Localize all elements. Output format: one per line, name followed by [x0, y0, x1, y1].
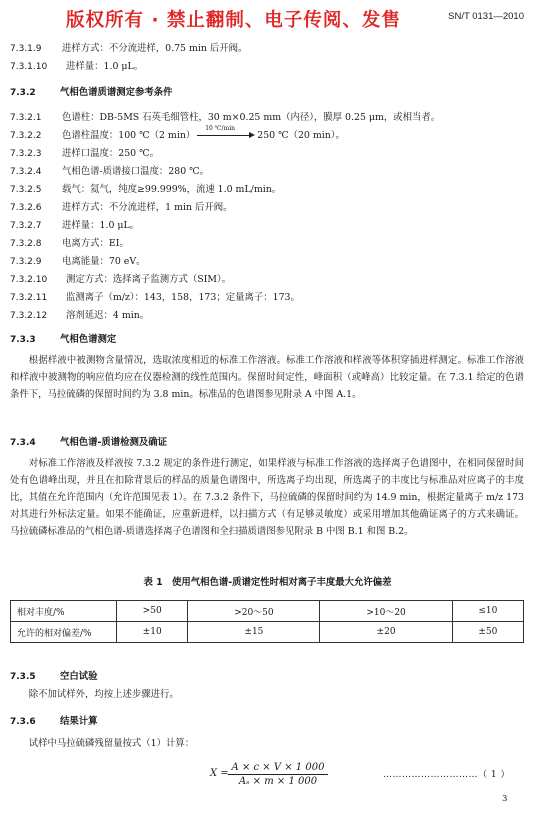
- clause-number: 7.3.2.4: [10, 167, 42, 177]
- clause-number: 7.3.2.5: [10, 185, 42, 195]
- section-7-3-6-body: [10, 735, 524, 752]
- clause-7-3-2-11: [10, 289, 300, 303]
- clause-7-3-1-9: [10, 40, 247, 54]
- standard-code: SN/T 0131—2010: [448, 11, 524, 22]
- table-cell: ≤10: [452, 601, 523, 622]
- clause-text: 气相色谱-质谱接口温度：280 ℃。: [62, 166, 210, 177]
- clause-text: 进样口温度：250 ℃。: [62, 148, 159, 159]
- paragraph: 根据样液中被测物含量情况，选取浓度相近的标准工作溶液。标准工作溶液和样液等体积穿插进样测定。标准工作溶液和样液中被测物的响应值均应在仪器检测的线性范围内。保留时间定性，峰面积（或峰高）比较定量。在 7.3.1 给定的色谱条件下，马拉硫磷的保留时间约为 3.8 min。标准品的色谱图参见附录 A 中图 A.1。: [10, 355, 524, 400]
- section-7-3-3-body: [10, 352, 524, 403]
- clause-number: 7.3.2.11: [10, 293, 48, 303]
- formula-lhs: X =: [210, 768, 229, 779]
- table-1-title: 表 1 使用气相色谱-质谱定性时相对离子丰度最大允许偏差: [143, 577, 392, 588]
- section-title: 气相色谱质谱测定参考条件: [60, 87, 173, 98]
- section-heading-7-3-3: [10, 331, 116, 345]
- clause-number: 7.3.1.9: [10, 44, 42, 54]
- temperature-ramp-arrow: [195, 124, 257, 141]
- section-heading-7-3-6: [10, 713, 98, 727]
- section-heading-7-3-2: [10, 84, 173, 98]
- clause-number: 7.3.2.10: [10, 275, 48, 285]
- table-1: [10, 600, 524, 643]
- clause-7-3-2-5: [10, 181, 281, 195]
- arrow-right-icon: [249, 132, 255, 138]
- table-cell: ±15: [188, 622, 320, 643]
- clause-number: 7.3.2.9: [10, 257, 42, 267]
- table-row: [11, 622, 524, 643]
- paragraph: 除不加试样外，均按上述步骤进行。: [28, 689, 179, 700]
- section-title: 空白试验: [60, 671, 98, 682]
- section-number: 7.3.6: [10, 717, 36, 727]
- clause-text: 监测离子（m/z）：143，158，173；定量离子：173。: [66, 292, 300, 303]
- clause-7-3-1-10: [10, 58, 143, 72]
- table-cell: ±50: [452, 622, 523, 643]
- clause-7-3-2-4: [10, 163, 209, 177]
- clause-7-3-2-6: [10, 199, 232, 213]
- paragraph: 对标准工作溶液及样液按 7.3.2 规定的条件进行测定，如果样液与标准工作溶液的选择离子色谱图中，在相同保留时间处有色谱峰出现，并且在扣除背景后的样品的质量色谱图中，所选离子均出现，所选离子的丰度比与标准品对应离子的丰度比，其值在允许范围内（允许范围见表 1）。在 7.3.2 条件下，马拉硫磷的保留时间约为 14.9 min，根据定量离子 m/z 173 对其进行外标法定量。如果不能确证，应重新进样，以扫描方式（有足够灵敏度）或采用增加其他确证离子的方式来确证。马拉硫磷标准品的气相色谱-质谱选择离子色谱图和全扫描质谱图参见附录 B 中图 B.1 和图 B.2。: [10, 458, 524, 537]
- ramp-rate-label: 10 ℃/min: [205, 124, 235, 132]
- equation-number: …………………………（ 1 ）: [383, 770, 510, 780]
- section-heading-7-3-5: [10, 668, 98, 682]
- formula-denominator: Aₛ × m × 1 000: [238, 776, 318, 787]
- clause-number: 7.3.2.3: [10, 149, 42, 159]
- clause-text-end: 250 ℃（20 min）。: [257, 130, 345, 141]
- section-title: 结果计算: [60, 716, 98, 727]
- table-cell: ±10: [117, 622, 188, 643]
- clause-number: 7.3.2.2: [10, 131, 42, 141]
- clause-text: 测定方式：选择离子监测方式（SIM）。: [66, 274, 232, 285]
- copyright-watermark: 版权所有 · 禁止翻制、电子传阅、发售: [66, 10, 401, 31]
- table-cell-label: 相对丰度/%: [11, 601, 117, 622]
- formula-fraction: [228, 762, 328, 787]
- table-row: [11, 601, 524, 622]
- clause-number: 7.3.2.6: [10, 203, 42, 213]
- clause-7-3-2-12: [10, 307, 149, 321]
- section-title: 气相色谱-质谱检测及确证: [60, 437, 168, 448]
- clause-7-3-2-10: [10, 271, 231, 285]
- clause-text: 电离方式：EI。: [62, 238, 129, 249]
- section-heading-7-3-4: [10, 434, 167, 448]
- section-title: 气相色谱测定: [60, 334, 117, 345]
- clause-text: 进样方式：不分流进样，1 min 后开阀。: [62, 202, 233, 213]
- clause-number: 7.3.1.10: [10, 62, 48, 72]
- clause-number: 7.3.2.8: [10, 239, 42, 249]
- table-cell: ±20: [320, 622, 452, 643]
- clause-7-3-2-9: [10, 253, 145, 267]
- clause-number: 7.3.2.1: [10, 113, 42, 123]
- section-number: 7.3.5: [10, 672, 36, 682]
- clause-7-3-2-1: [10, 109, 440, 123]
- section-7-3-5-body: [10, 686, 524, 703]
- clause-7-3-2-3: [10, 145, 159, 159]
- section-number: 7.3.3: [10, 335, 36, 345]
- clause-number: 7.3.2.7: [10, 221, 42, 231]
- paragraph: 试样中马拉硫磷残留量按式（1）计算：: [28, 738, 195, 749]
- page-number: 3: [502, 794, 508, 804]
- page-header: [0, 0, 535, 34]
- clause-text: 色谱柱温度：100 ℃（2 min）: [62, 130, 196, 141]
- clause-text: 色谱柱：DB-5MS 石英毛细管柱，30 m×0.25 mm（内径），膜厚 0.25 μm，或相当者。: [62, 112, 441, 123]
- table-cell: >10～20: [320, 601, 452, 622]
- clause-7-3-2-7: [10, 217, 139, 231]
- clause-text: 进样量：1.0 μL。: [62, 220, 140, 231]
- clause-7-3-2-8: [10, 235, 129, 249]
- clause-7-3-2-2: [10, 124, 345, 141]
- clause-text: 进样量：1.0 μL。: [66, 61, 144, 72]
- clause-text: 溶剂延迟：4 min。: [66, 310, 150, 321]
- section-number: 7.3.2: [10, 88, 36, 98]
- section-7-3-4-body: [10, 455, 524, 540]
- table-cell-label: 允许的相对偏差/%: [11, 622, 117, 643]
- section-number: 7.3.4: [10, 438, 36, 448]
- formula-numerator: A × c × V × 1 000: [228, 762, 328, 775]
- clause-text: 载气：氦气，纯度≥99.999%，流速 1.0 mL/min。: [62, 184, 282, 195]
- table-cell: >50: [117, 601, 188, 622]
- table-cell: >20～50: [188, 601, 320, 622]
- clause-text: 进样方式：不分流进样，0.75 min 后开阀。: [62, 43, 248, 54]
- clause-number: 7.3.2.12: [10, 311, 48, 321]
- clause-text: 电离能量：70 eV。: [62, 256, 146, 267]
